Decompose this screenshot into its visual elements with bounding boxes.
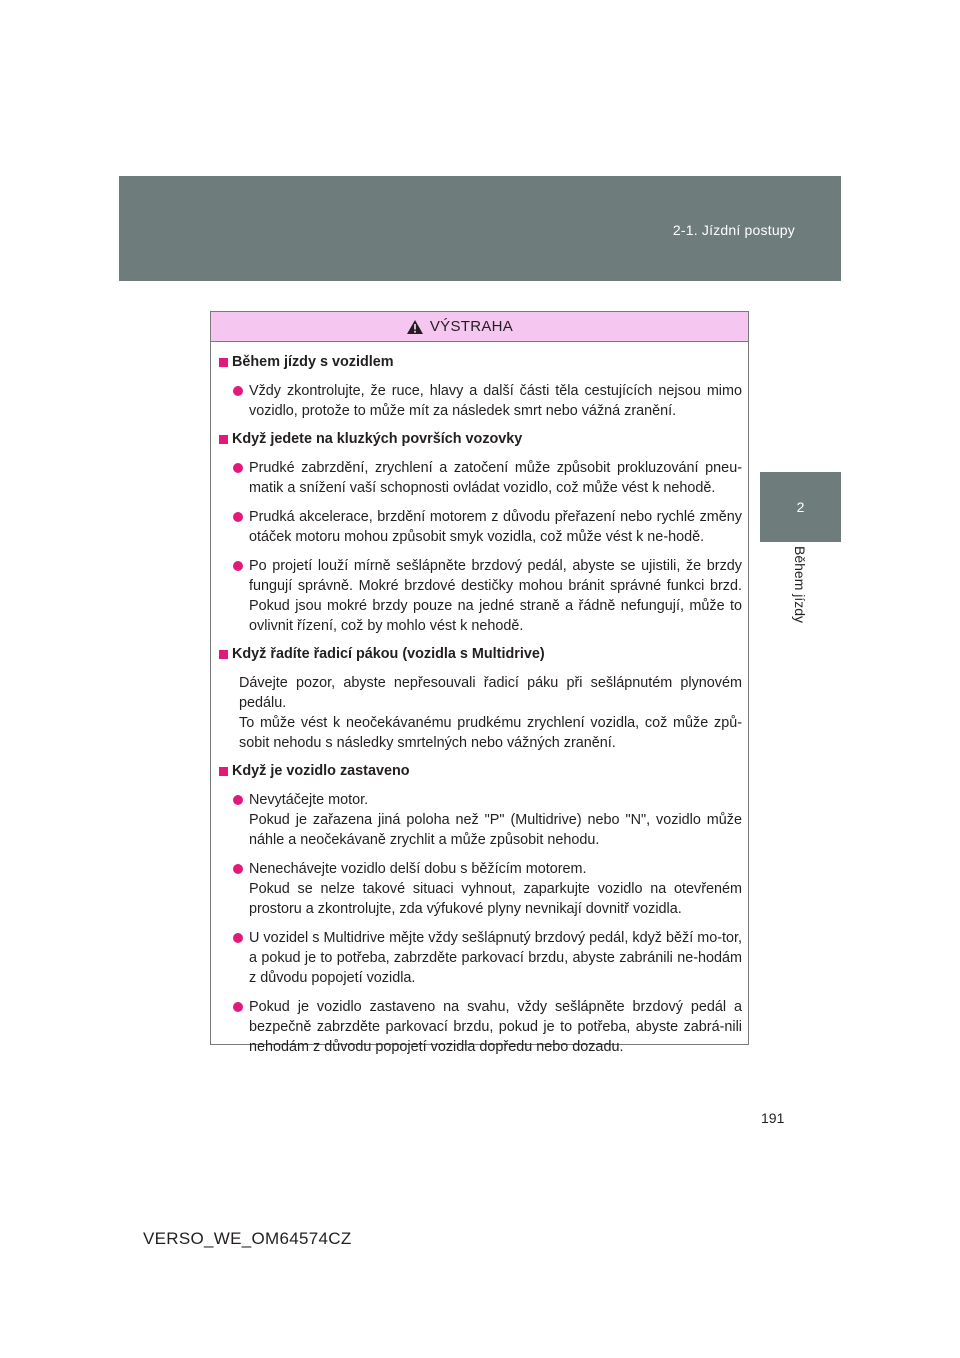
bullet-text: Pokud je vozidlo zastaveno na svahu, vždy sešlápněte brzdový pedál a bezpečně zabrzděte parkovací brzdu, pokud je to potřeba, abyste zabrá-nili nehodám z důvodu popojetí vozidla dopředu nebo dozadu. [249,999,742,1055]
warning-box [210,311,749,1055]
bullet-text: U vozidel s Multidrive mějte vždy sešlápnutý brzdový pedál, když běží mo-tor, a pokud je to potřeba, zabrzděte parkovací brzdu, abyste zabránili ne-hodám z důvodu popojetí vozidla. [249,930,742,986]
round-bullet-icon [233,933,243,943]
chapter-tab [760,472,841,542]
square-bullet-icon [219,435,228,444]
bullet-text: Vždy zkontrolujte, že ruce, hlavy a další části těla cestujících nejsou mimo vozidlo, protože to může mít za následek smrt nebo vážná zranění. [249,383,742,419]
bullet-text: Prudké zabrzdění, zrychlení a zatočení může způsobit prokluzování pneu-matik a snížení vaší schopnosti ovládat vozidlo, což může vést k nehodě. [249,460,742,496]
square-bullet-icon [219,650,228,659]
bullet-text: Nevytáčejte motor. Pokud je zařazena jiná poloha než "P" (Multidrive) nebo "N", vozidlo může náhle a neočekávaně zrychlit a může způsobit nehodu. [249,792,742,848]
round-bullet-icon [233,463,243,473]
round-bullet-icon [233,864,243,874]
bullet-text: Po projetí louží mírně sešlápněte brzdový pedál, abyste se ujistili, že brzdy fungují správně. Mokré brzdové destičky mohou bránit správné funkci brzd. Pokud jsou mokré brzdy pouze na jedné straně a řádně nefungují, může to ovlivnit řízení, což by mohlo vést k nehodě. [249,558,742,634]
bullet-item [219,928,742,988]
section-heading-text: Když řadíte řadicí pákou (vozidla s Multidrive) [232,646,545,662]
document-code: VERSO_WE_OM64574CZ [143,1229,352,1248]
section-title: 2-1. Jízdní postupy [672,222,795,238]
square-bullet-icon [219,767,228,776]
warning-triangle-icon [406,319,424,335]
bullet-text: Prudká akcelerace, brzdění motorem z důvodu přeřazení nebo rychlé změny otáček motoru mohou způsobit smyk vozidla, což může vést k ne-hodě. [249,509,742,545]
round-bullet-icon [233,795,243,805]
warning-header [211,312,748,342]
section-heading-text: Když jedete na kluzkých površích vozovky [232,431,523,447]
warning-body [211,342,748,1057]
section-heading-text: Během jízdy s vozidlem [232,354,394,370]
chapter-label: Během jízdy [792,546,808,624]
bullet-item [219,458,742,498]
square-bullet-icon [219,358,228,367]
header-band [119,176,841,281]
bullet-item [219,790,742,850]
bullet-item [219,507,742,547]
section-heading [219,352,742,372]
warning-title: VÝSTRAHA [429,318,514,335]
round-bullet-icon [233,512,243,522]
round-bullet-icon [233,561,243,571]
bullet-item [219,997,742,1057]
bullet-text: Nenechávejte vozidlo delší dobu s běžícím motorem. Pokud se nelze takové situaci vyhnout, zaparkujte vozidlo na otevřeném prostoru a zkontrolujte, zda výfukové plyny nevnikají dovnitř vozidla. [249,861,742,917]
round-bullet-icon [233,386,243,396]
section-heading-text: Když je vozidlo zastaveno [232,763,410,779]
page-number: 191 [761,1110,785,1126]
bullet-item [219,381,742,421]
bullet-item [219,859,742,919]
section-paragraph: Dávejte pozor, abyste nepřesouvali řadicí páku při sešlápnutém plynovém pedálu. To může vést k neočekávanému prudkému zrychlení vozidla, což může způ-sobit nehodu s následky smrtelných nebo vážných zranění. [239,675,742,751]
section-heading [219,761,742,781]
round-bullet-icon [233,1002,243,1012]
section-heading [219,429,742,449]
section-heading [219,644,742,664]
bullet-item [219,556,742,636]
chapter-number: 2 [796,499,805,515]
